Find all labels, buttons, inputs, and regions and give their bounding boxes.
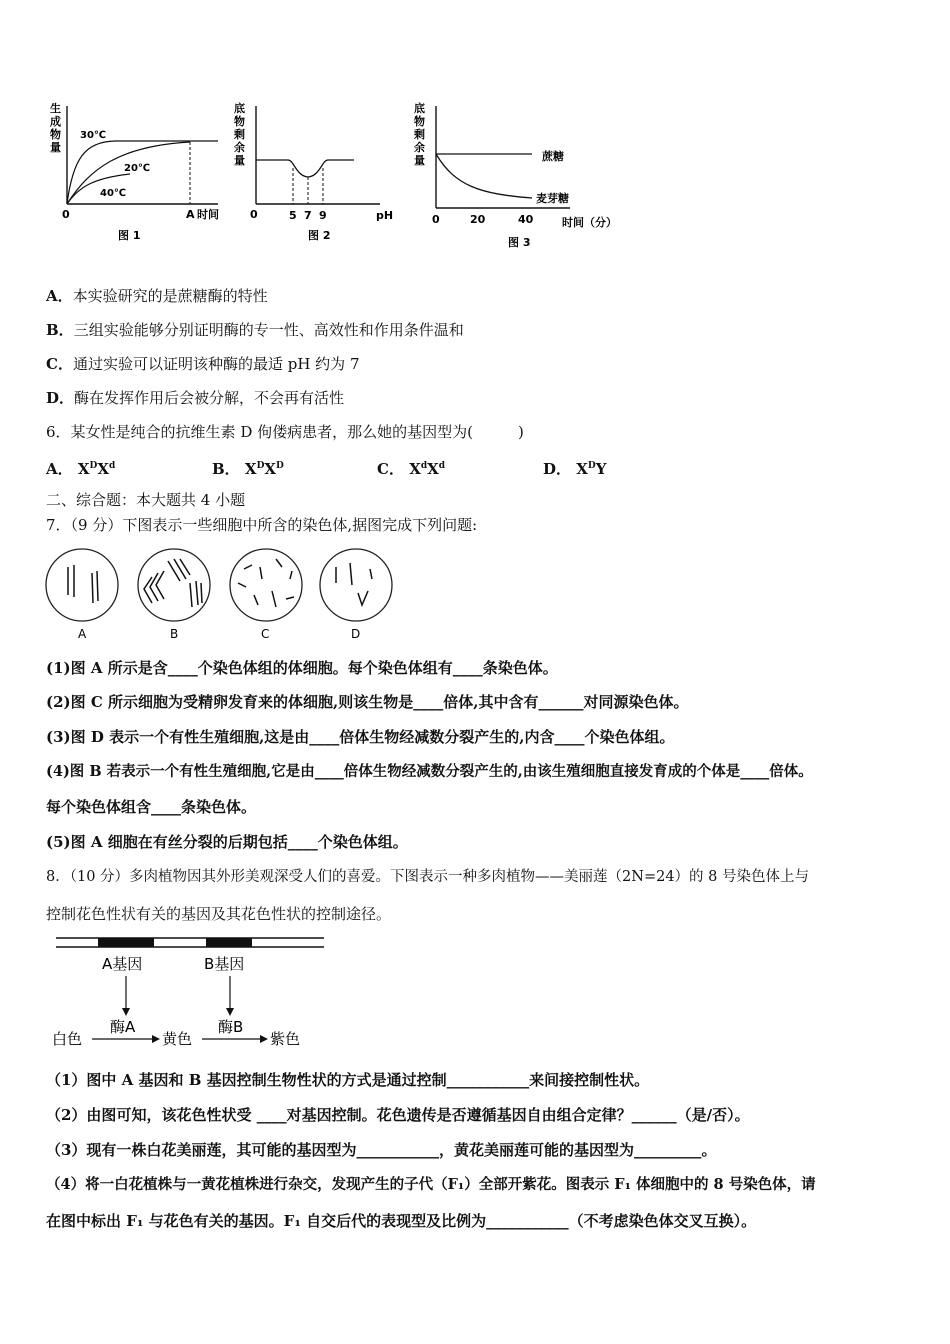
svg-text:物: 物 [414, 115, 425, 128]
svg-text:底: 底 [234, 102, 245, 115]
q6-option-a[interactable]: A． $X^DX^d$ [46, 460, 116, 478]
svg-text:物: 物 [50, 128, 61, 141]
fig2-origin: 0 [250, 208, 258, 221]
arrow-down-a-icon [122, 1008, 130, 1016]
q8-item-4: （4）将一白花植株与一黄花植株进行杂交，发现产生的子代（F₁）全部开紫花。图表示 F₁ 体细胞中的 8 号染色体，请 [46, 1176, 816, 1193]
fig3-label-maltose: 麦芽糖 [536, 192, 569, 205]
enzyme-b-label: 酶B [218, 1018, 244, 1036]
cell-d [320, 549, 392, 641]
q7-cell-diagram [40, 545, 400, 645]
svg-text:生: 生 [50, 102, 61, 115]
fig1-xlabel: 时间 [197, 208, 219, 221]
fig2-ylabel [234, 101, 245, 167]
svg-text:量: 量 [50, 141, 61, 154]
svg-text:物: 物 [234, 115, 245, 128]
svg-text:成: 成 [50, 115, 61, 128]
figure-1-temperature-graph [40, 98, 230, 248]
arrow-right-b-icon [260, 1035, 268, 1043]
q8-item-4-cont: 在图中标出 F₁ 与花色有关的基因。F₁ 自交后代的表现型及比例为___________（不考虑染色体交叉互换）。 [46, 1212, 757, 1230]
cell-c [230, 549, 302, 641]
svg-text:底: 底 [414, 102, 425, 115]
fig2-xlabel: pH [376, 209, 394, 222]
fig1-ylabel [50, 101, 61, 154]
fig3-curve-maltose [436, 154, 532, 198]
fig1-label-30c: 30℃ [80, 130, 107, 141]
svg-text:剩: 剩 [414, 128, 425, 141]
fig1-origin: 0 [62, 208, 70, 221]
q8-item-3: （3）现有一株白花美丽莲，其可能的基因型为___________，黄花美丽莲可能的基因型为_________。 [46, 1141, 717, 1159]
fig3-ylabel [414, 101, 425, 167]
q8-pathway-diagram [46, 934, 346, 1054]
fig3-xlabel: 时间（分） [562, 216, 617, 229]
figure-3-time-graph [410, 98, 630, 253]
svg-text:量: 量 [234, 154, 245, 167]
q6-option-b[interactable]: B． $X^DX^D$ [212, 460, 284, 478]
q5-option-c[interactable]: C．通过实验可以证明该种酶的最适 pH 约为 7 [46, 355, 360, 373]
q7-item-2: (2)图 C 所示细胞为受精卵发育来的体细胞,则该生物是____倍体,其中含有______对同源染色体。 [46, 693, 689, 711]
q6-option-c[interactable]: C． $X^dX^d$ [377, 460, 446, 478]
fig3-label-sucrose: 蔗糖 [542, 150, 564, 163]
cell-a [46, 549, 118, 641]
figure-2-ph-graph [230, 98, 410, 248]
svg-text:剩: 剩 [234, 128, 245, 141]
fig2-tick-5: 5 [289, 209, 297, 222]
fig1-label-20c: 20℃ [124, 163, 151, 174]
q7-item-5: (5)图 A 细胞在有丝分裂的后期包括____个染色体组。 [46, 833, 408, 851]
gene-a-label: A基因 [102, 955, 143, 973]
fig3-caption: 图 3 [508, 236, 531, 249]
cell-label-b: B [170, 627, 179, 641]
q8-stem-line1: 8．（10 分）多肉植物因其外形美观深受人们的喜爱。下图表示一种多肉植物——美丽莲（2N=24）的 8 号染色体上与 [46, 869, 809, 885]
gene-a-band [98, 938, 154, 947]
q8-item-2: （2）由图可知，该花色性状受 ____对基因控制。花色遗传是否遵循基因自由组合定律？______（是/否）。 [46, 1106, 750, 1124]
q7-item-4: (4)图 B 若表示一个有性生殖细胞,它是由____倍体生物经减数分裂产生的,由该生殖细胞直接发育成的个体是____倍体。 [46, 763, 813, 780]
fig3-tick-20: 20 [470, 213, 486, 226]
gene-b-label: B基因 [204, 955, 245, 973]
q8-stem-line2: 控制花色性状有关的基因及其花色性状的控制途径。 [46, 905, 392, 923]
q6-option-d[interactable]: D． $X^DY$ [543, 460, 607, 478]
fig1-label-40c: 40℃ [100, 188, 127, 199]
svg-text:量: 量 [414, 154, 425, 167]
color-yellow: 黄色 [162, 1030, 193, 1048]
svg-text:余: 余 [234, 141, 245, 154]
q6-stem: 6．某女性是纯合的抗维生素 D 佝偻病患者，那么她的基因型为( ) [46, 423, 524, 441]
q5-option-d[interactable]: D．酶在发挥作用后会被分解，不会再有活性 [46, 389, 345, 407]
fig2-tick-7: 7 [304, 209, 312, 222]
q8-item-1: （1）图中 A 基因和 B 基因控制生物性状的方式是通过控制___________来间接控制性状。 [46, 1071, 650, 1089]
fig2-curve [256, 160, 354, 177]
arrow-down-b-icon [226, 1008, 234, 1016]
cell-b [138, 549, 210, 641]
enzyme-a-label: 酶A [110, 1018, 136, 1036]
arrow-right-a-icon [152, 1035, 160, 1043]
fig2-tick-9: 9 [319, 209, 327, 222]
q7-item-1: (1)图 A 所示是含____个染色体组的体细胞。每个染色体组有____条染色体。 [46, 659, 558, 677]
cell-label-d: D [351, 627, 361, 641]
section-2-heading: 二、综合题：本大题共 4 小题 [46, 491, 246, 509]
color-white: 白色 [52, 1030, 83, 1048]
q7-item-4-cont: 每个染色体组含____条染色体。 [46, 798, 257, 816]
svg-text:余: 余 [414, 141, 425, 154]
q5-option-b[interactable]: B．三组实验能够分别证明酶的专一性、高效性和作用条件温和 [46, 321, 464, 339]
q7-item-3: (3)图 D 表示一个有性生殖细胞,这是由____倍体生物经减数分裂产生的,内含____个染色体组。 [46, 728, 675, 746]
color-purple: 紫色 [270, 1030, 301, 1048]
gene-b-band [206, 938, 252, 947]
fig3-tick-40: 40 [518, 213, 534, 226]
fig2-caption: 图 2 [308, 229, 331, 242]
q5-option-a[interactable]: A．本实验研究的是蔗糖酶的特性 [46, 287, 268, 305]
cell-label-c: C [261, 627, 270, 641]
cell-label-a: A [78, 627, 87, 641]
fig3-tick-0: 0 [432, 213, 440, 226]
fig1-caption: 图 1 [118, 229, 141, 242]
q7-stem: 7．（9 分）下图表示一些细胞中所含的染色体,据图完成下列问题: [46, 516, 478, 534]
fig1-xmark: A [186, 208, 195, 221]
